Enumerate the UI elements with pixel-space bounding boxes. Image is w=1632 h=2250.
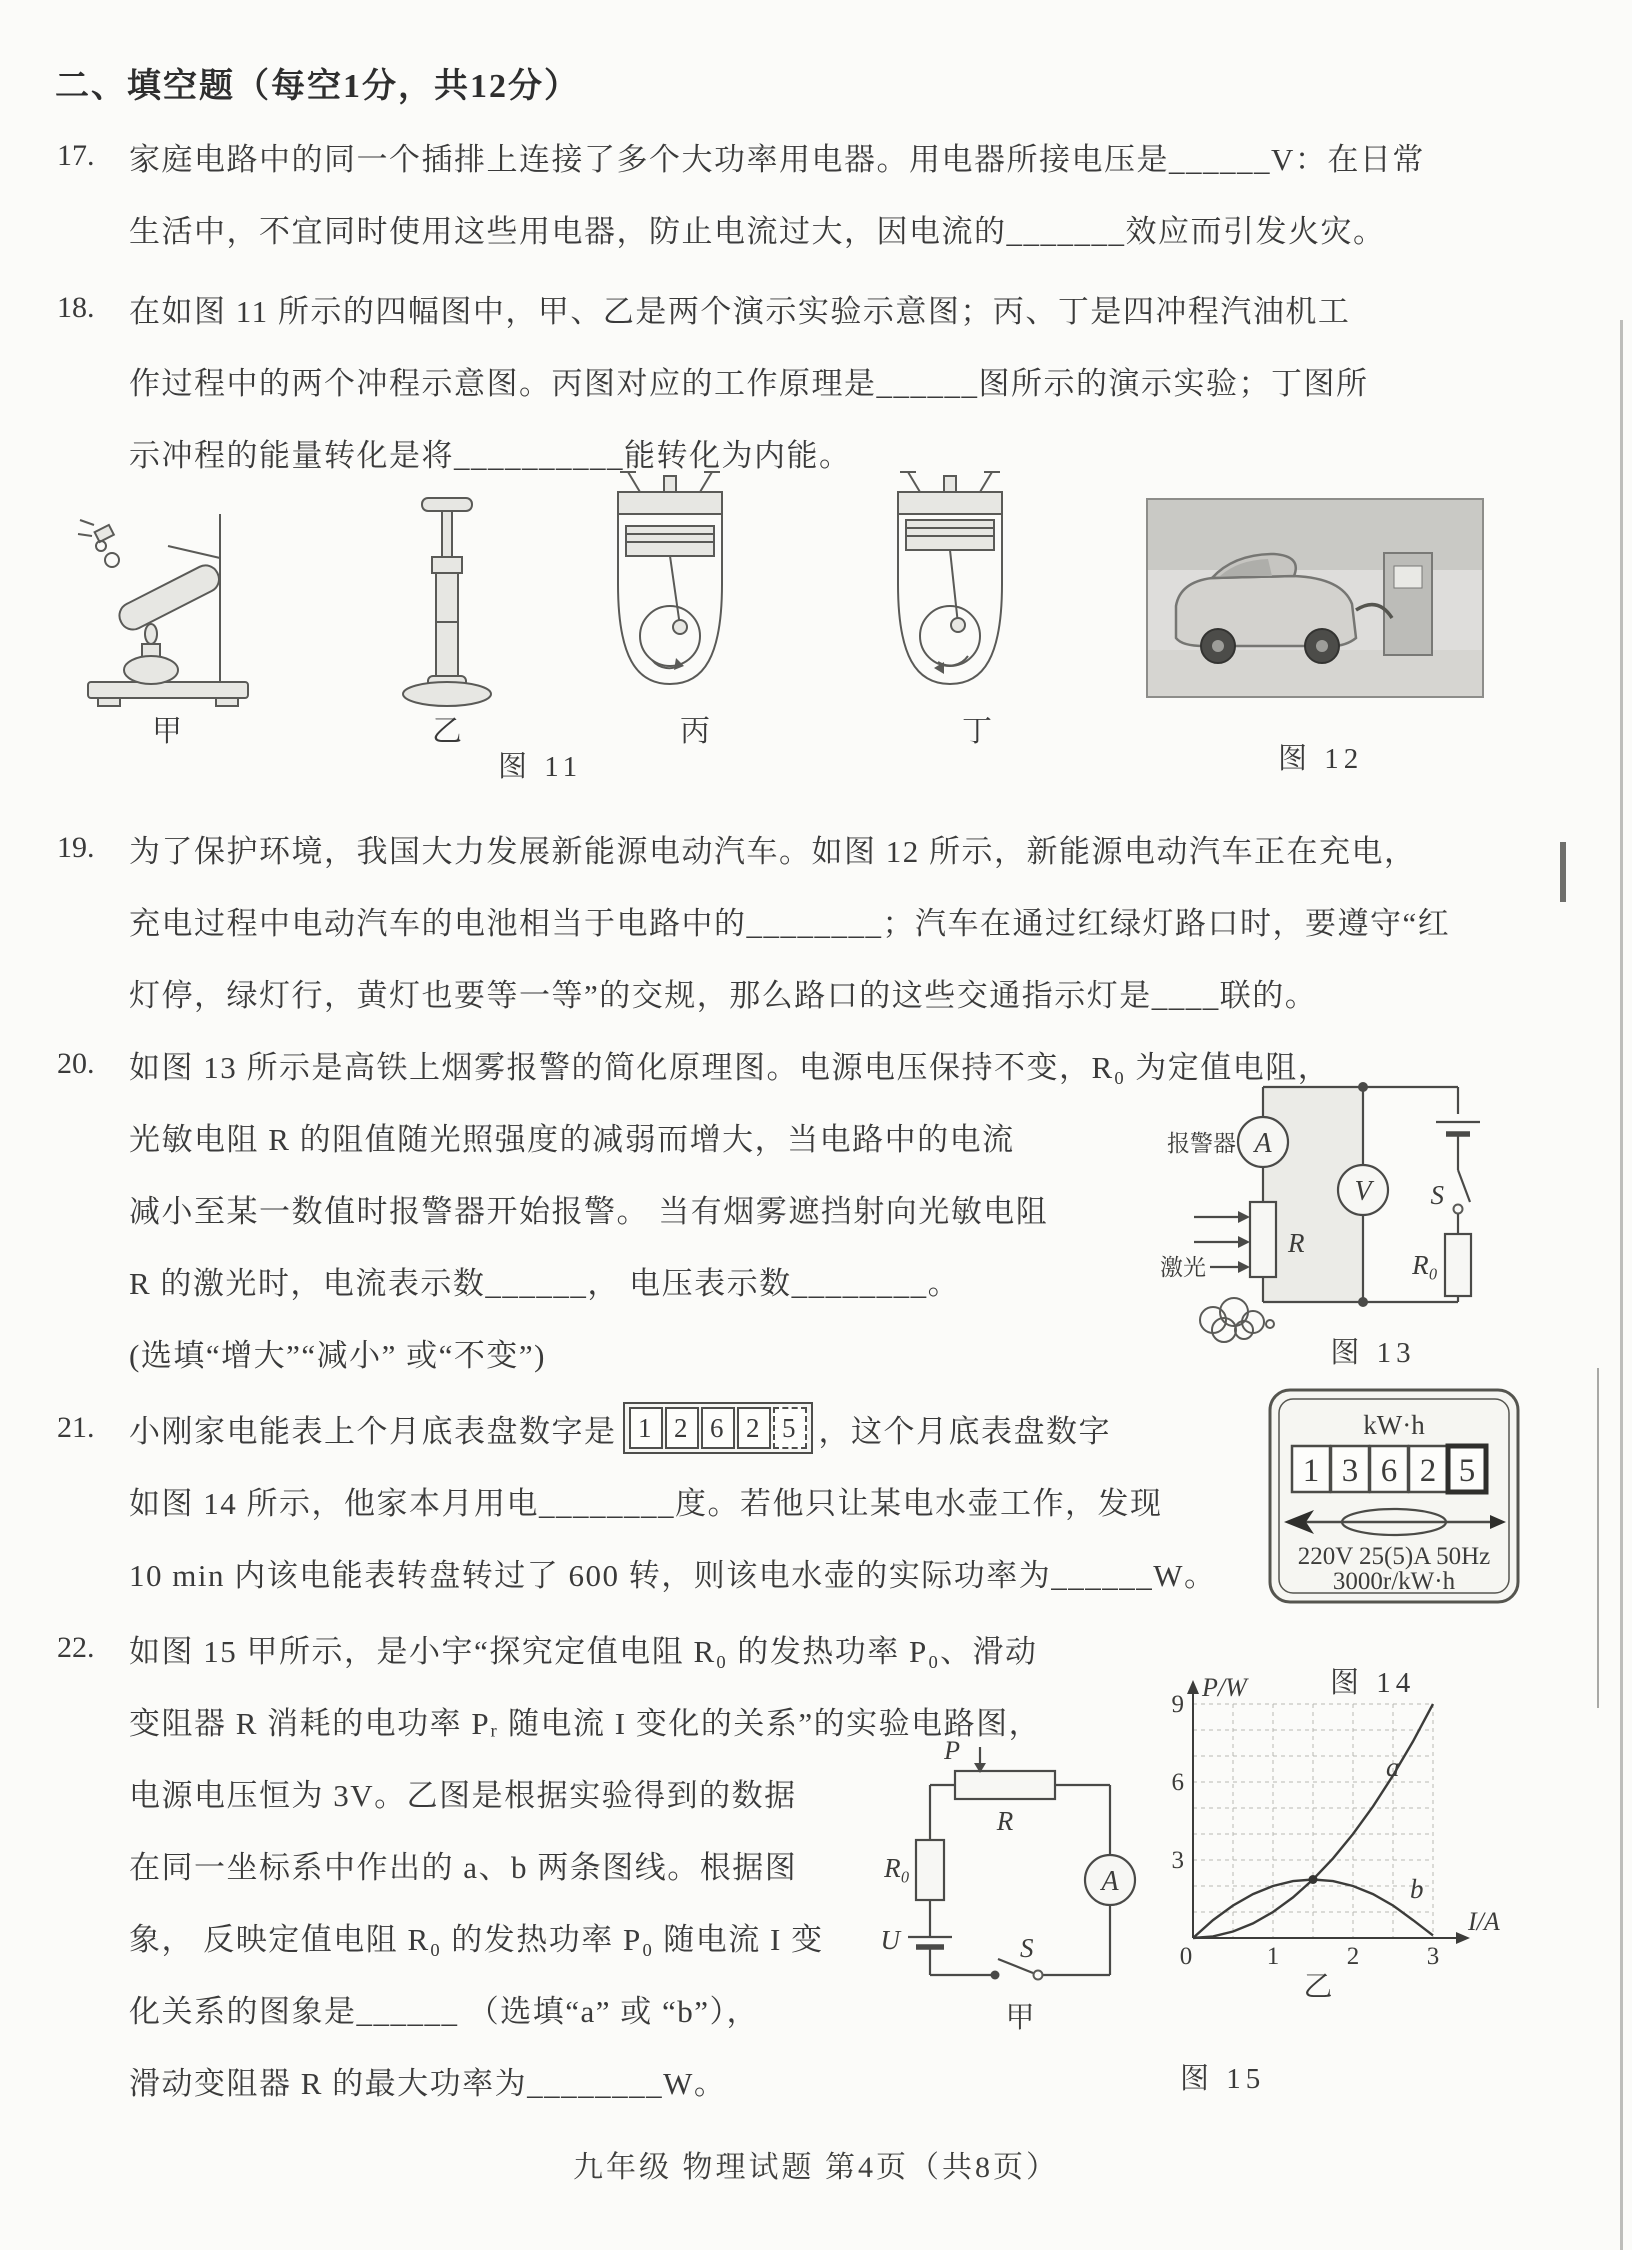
y-tick-6: 6 — [1171, 1769, 1184, 1796]
fixed-resistor-label: R₀ — [884, 1853, 910, 1883]
question-21-line-3: 10 min 内该电能表转盘转过了 600 转，则该电水壶的实际功率为______W。 — [129, 1557, 1217, 1593]
meter-spec-line-2: 3000r/kW·h — [1332, 1568, 1456, 1595]
scan-edge-mark — [1560, 842, 1566, 902]
question-21-line-1-pre: 小刚家电能表上个月底表盘数字是 — [129, 1413, 617, 1449]
alarm-label: 报警器 — [1167, 1131, 1236, 1156]
curve-b-label: b — [1410, 1874, 1424, 1904]
meter-digit: 2 — [1419, 1453, 1437, 1489]
intersection-point — [1309, 1875, 1318, 1884]
question-21-line-2: 如图 14 所示，他家本月用电________度。若他只让某电水壶工作，发现 — [129, 1485, 1163, 1521]
y-tick-9: 9 — [1171, 1691, 1184, 1718]
fig15-jia-label: 甲 — [1005, 2002, 1035, 2034]
question-22-line-1: 如图 15 甲所示，是小宇“探究定值电阻 R₀ 的发热功率 P₀、滑动 — [129, 1633, 1038, 1669]
question-20-line-2: 光敏电阻 R 的阻值随光照强度的减弱而增大，当电路中的电流 — [129, 1121, 1015, 1157]
inline-meter-reading — [623, 1402, 813, 1454]
question-21-line-1-post: ，这个月底表盘数字 — [818, 1413, 1111, 1449]
x-tick-1: 1 — [1266, 1943, 1280, 1970]
fig11-caption: 图 11 — [498, 751, 583, 783]
section-title: 二、填空题（每空1分，共12分） — [55, 68, 580, 105]
battery-label: U — [880, 1925, 900, 1955]
question-21-number: 21. — [57, 1411, 95, 1444]
question-21 — [57, 1392, 1216, 1608]
question-20-line-1: 如图 13 所示是高铁上烟雾报警的简化原理图。电源电压保持不变，R₀ 为定值电阻， — [129, 1049, 1331, 1085]
scan-edge-line — [1620, 320, 1623, 2250]
ammeter-label: A — [1254, 1128, 1272, 1159]
question-19-line-3: 灯停，绿灯行，黄灯也要等一等”的交规，那么路口的这些交通指示灯是____联的。 — [129, 977, 1318, 1013]
question-19 — [57, 812, 1450, 1028]
fig14-caption: 图 14 — [1330, 1667, 1416, 1699]
question-19-line-1: 为了保护环境，我国大力发展新能源电动汽车。如图 12 所示，新能源电动汽车正在充电， — [129, 833, 1417, 869]
x-tick-0: 0 — [1179, 1943, 1193, 1970]
y-tick-3: 3 — [1171, 1847, 1184, 1874]
question-22-line-7: 滑动变阻器 R 的最大功率为________W。 — [129, 2065, 727, 2101]
fixed-resistor-icon — [916, 1840, 944, 1900]
fig11-label-ding: 丁 — [962, 715, 993, 748]
fig12-caption: 图 12 — [1278, 743, 1364, 775]
fig13-smoke-alarm-circuit — [1158, 1062, 1538, 1372]
fig15-caption: 图 15 — [1180, 2063, 1266, 2095]
question-21-line-1 — [129, 1392, 1216, 1464]
inline-meter-digit: 2 — [737, 1407, 771, 1449]
question-18-number: 18. — [57, 291, 95, 324]
smoke-cloud-icon — [1200, 1298, 1274, 1342]
inline-meter-digit: 1 — [629, 1407, 663, 1449]
question-22-line-2: 变阻器 R 消耗的电功率 Pᵣ 随电流 I 变化的关系”的实验电路图， — [129, 1705, 1042, 1741]
laser-label: 激光 — [1160, 1255, 1206, 1280]
fig15-yi-label: 乙 — [1303, 1971, 1333, 2003]
slider-label: P — [944, 1736, 960, 1765]
x-tick-3: 3 — [1426, 1943, 1440, 1970]
fig12-ev-charging-photo — [1146, 498, 1484, 698]
inline-meter-digit-decimal: 5 — [773, 1407, 807, 1449]
x-axis-label: I/A — [1468, 1907, 1500, 1936]
x-tick-2: 2 — [1346, 1943, 1360, 1970]
question-20-line-3: 减小至某一数值时报警器开始报警。 当有烟雾遮挡射向光敏电阻 — [129, 1193, 1049, 1229]
switch-icon — [1458, 1170, 1470, 1202]
fig15-jia-experiment-circuit — [870, 1735, 1160, 2035]
meter-digit: 3 — [1341, 1453, 1359, 1489]
fig11-ding-engine-stroke-sketch — [858, 464, 1048, 710]
question-20 — [57, 1028, 1330, 1388]
question-22-line-6: 化关系的图象是______ （选填“a” 或 “b”）， — [129, 1993, 760, 2029]
scan-edge-line-2 — [1597, 1368, 1599, 1708]
meter-digit-decimal: 5 — [1458, 1453, 1476, 1489]
fixed-resistor-icon — [1445, 1234, 1471, 1296]
fig11-label-yi: 乙 — [432, 715, 463, 748]
y-axis-label: P/W — [1202, 1673, 1247, 1702]
rheostat-icon — [955, 1771, 1055, 1799]
question-20-line-5: (选填“增大”“减小” 或“不变”) — [129, 1337, 546, 1373]
ammeter-label: A — [1101, 1866, 1119, 1897]
voltmeter-label: V — [1354, 1176, 1372, 1207]
question-17-line-2: 生活中，不宜同时使用这些用电器，防止电流过大，因电流的_______效应而引发火灾。 — [129, 213, 1386, 249]
question-18-line-2: 作过程中的两个冲程示意图。丙图对应的工作原理是______图所示的演示实验；丁图所 — [129, 365, 1369, 401]
fig11-jia-boiling-tube-sketch — [70, 472, 270, 710]
switch-label: S — [1430, 1180, 1444, 1210]
meter-digit: 1 — [1302, 1453, 1320, 1489]
question-17-number: 17. — [57, 139, 95, 172]
question-22-number: 22. — [57, 1631, 95, 1664]
fig11-bing-engine-stroke-sketch — [578, 464, 768, 710]
question-17-line-1: 家庭电路中的同一个插排上连接了多个大功率用电器。用电器所接电压是______V：在日常 — [129, 141, 1425, 177]
meter-digit: 6 — [1380, 1453, 1398, 1489]
fig11-label-bing: 丙 — [680, 715, 711, 748]
question-18 — [57, 272, 1369, 488]
fig15-yi-graph — [1148, 1668, 1513, 2003]
graph-grid — [1193, 1704, 1433, 1938]
fig14-energy-meter — [1262, 1382, 1527, 1614]
question-17 — [57, 120, 1425, 264]
question-22-line-5: 象， 反映定值电阻 R₀ 的发热功率 P₀ 随电流 I 变 — [129, 1921, 824, 1957]
photoresistor-label: R — [1288, 1228, 1305, 1258]
rheostat-label: R — [996, 1806, 1014, 1836]
question-18-line-1: 在如图 11 所示的四幅图中，甲、乙是两个演示实验示意图；丙、丁是四冲程汽油机工 — [129, 293, 1351, 329]
page-footer: 九年级 物理试题 第4页（共8页） — [573, 2151, 1059, 2184]
question-19-number: 19. — [57, 831, 95, 864]
photoresistor-icon — [1250, 1202, 1276, 1277]
inline-meter-digit: 2 — [665, 1407, 699, 1449]
switch-label: S — [1020, 1933, 1034, 1963]
meter-spec-line-1: 220V 25(5)A 50Hz — [1297, 1543, 1491, 1570]
question-22-line-3: 电源电压恒为 3V。乙图是根据实验得到的数据 — [129, 1777, 797, 1813]
question-18-line-3: 示冲程的能量转化是将__________能转化为内能。 — [129, 437, 852, 473]
fixed-resistor-label: R₀ — [1412, 1250, 1438, 1280]
meter-digit-boxes — [1292, 1446, 1486, 1492]
question-19-line-2: 充电过程中电动汽车的电池相当于电路中的________；汽车在通过红绿灯路口时，要遵守“红 — [129, 905, 1451, 941]
fig13-caption: 图 13 — [1330, 1337, 1416, 1369]
fig11-label-jia: 甲 — [152, 715, 183, 748]
question-20-number: 20. — [57, 1047, 95, 1080]
question-22-line-4: 在同一坐标系中作出的 a、b 两条图线。根据图 — [129, 1849, 798, 1885]
curve-a-label: a — [1386, 1752, 1400, 1782]
question-20-line-4: R 的激光时，电流表示数______， 电压表示数________。 — [129, 1265, 961, 1301]
meter-unit-label: kW·h — [1363, 1410, 1425, 1440]
inline-meter-digit: 6 — [701, 1407, 735, 1449]
fig11-yi-compression-igniter-sketch — [392, 472, 502, 710]
